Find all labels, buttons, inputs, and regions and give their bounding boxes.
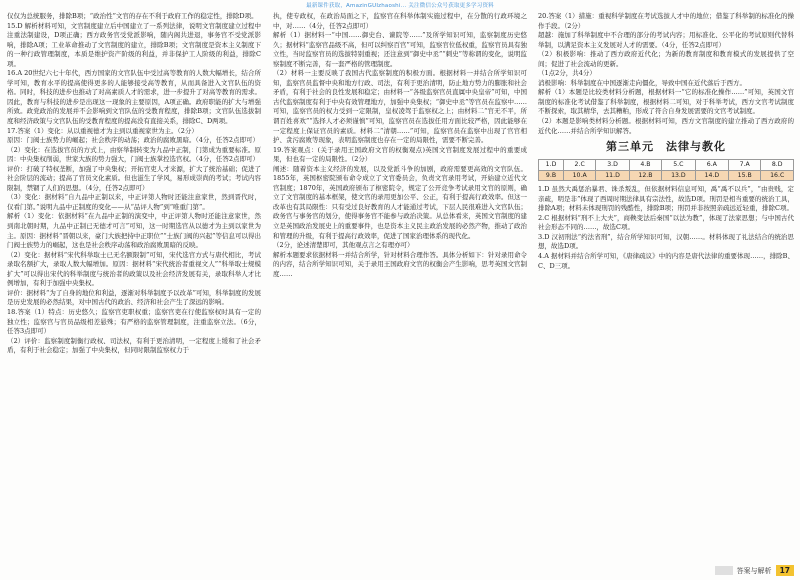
answer-cell: 1.D <box>539 160 564 171</box>
page-footer <box>715 564 794 577</box>
column-right <box>538 12 794 567</box>
answer-cell: 6.A <box>695 160 728 171</box>
paragraph: （1点2分，共4分） <box>538 69 596 78</box>
watermark-text: 最新课件获取，AmazinGUIzhaoshi... 关注微信公众号获取更多学习资料 <box>306 3 494 9</box>
paragraph: 解析（1）据材料一“中国……御史台、谏院等……”及所学知识可知，监察制度历史悠久；据材料“监察官品级不高，但可以纠察百官”可知，监察官位低权重，监察官员具有独立性，当时监察官员的选拔特别重视；还注意到“御史中丞”“刺史”等称谓的变化，说明监察制度不断完善，有一套严格的管理制度。 <box>273 31 527 68</box>
answer-cell: 5.C <box>662 160 695 171</box>
paragraph: 仅仅为总统服务，排除B项；“政治性”文官的存在不利于政府工作的稳定性，排除D项。 <box>7 12 258 20</box>
column-left <box>7 12 261 564</box>
answer-cell: 4.B <box>629 160 661 171</box>
unit-title: 第三单元 法律与教化 <box>606 140 726 154</box>
paragraph: 评价：据材料“为了自身的地位和利益，逐渐对科举制度予以改革”可知，科举制度的发展是历史发展的必然结果，对中国古代的政治、经济和社会产生了深远的影响。 <box>7 288 261 307</box>
table-row <box>539 170 794 181</box>
paragraph: 解析本题要求依据材料一并结合所学，针对材料合理作答。具体分析如下：针对录用命令的内容，结合所学知识可知，关于录用王国政府文官的权衡会产生影响，思考英国文官制度…… <box>273 250 527 278</box>
paragraph: 18.答案（1）特点：历史悠久；监察官吏职权重；监察官吏在行使监察权时具有一定的独立性；监察官与官员品级相差悬殊；有严格的监察管理制度，注重监察立法。（6分，任答3点即可） <box>7 307 261 336</box>
paragraph: 19.答案观点：(关于录用王国政府文官的权衡观点)英国文官制度发展过程中的重要成果，但也有一定的局限性。（2分） <box>273 145 527 164</box>
paragraph: 消极影响：科举制度在中国逐渐走向僵化，导致中国在近代落后于西方。 <box>538 78 746 87</box>
answer-cell: 14.D <box>695 170 728 181</box>
answer-cell: 8.D <box>761 160 794 171</box>
answer-cell: 3.D <box>596 160 629 171</box>
paragraph: 执，使专政权，在政治局面之下，监察官在科举体制实施过程中，在分散的行政环境之中，对……（4分，任答2点即可） <box>273 12 527 30</box>
paragraph: （2）本题是影响类材料分析题。根据材料可知，西方文官制度的建立推动了西方政府的近代化……并结合所学知识解答。 <box>538 117 794 135</box>
footer-section-label: 答案与解析 <box>736 566 772 575</box>
answer-cell: 16.C <box>761 170 794 181</box>
paragraph: 20.答案（1）措施：重视科学制度在考试选拔人才中的地位；借鉴了科举制的标准化的操作手段。（2分） <box>538 12 794 30</box>
paragraph: 原因：门阀士族势力的崛起；社会秩序的动荡；政治的腐败黑暗。（4分，任答2点即可） <box>7 136 260 145</box>
paragraph: （2）变化：在选拔官员的方式上，由察举制转变为九品中正制，门第成为重要标准。原因：中央集权削弱，世家大族的势力强大，门阀士族掌控选官权。（4分，任答2点即可） <box>7 145 261 164</box>
table-row <box>539 160 794 171</box>
paragraph: 15.D 解析材料可知，文官制度建立后中国建立了一系列法律，说明文官制度建立过程中注重法制建设，D项正确；西方政务官受党派影响，随内阁共进退，事务官不受党派影响，排除A项；工业革命推动了文官制度的建立，排除B项；文官制度是资本主义制度下的一种行政管理制度，本质是维护资产阶级的利益，并非保护工人阶级的利益，排除C项。 <box>7 21 261 68</box>
paragraph: （2）积极影响：推动了西方政府近代化；为新的教育制度和教育模式的发展提供了空间；促进了社会流动的更新。 <box>538 50 794 68</box>
paragraph: （2）变化：据材料“宋代科举取士已无名额限制”可知，宋代选官方式与唐代相比，考试录取名额扩大，录取人数大幅增加。原因：据材料“宋代统治者重视文人”“科举取士规模扩大”可以得出宋代的科举制度与统治者的政策以及社会经济发展有关，录取科举人才比例增加，有利于加强中央集权。 <box>7 250 261 288</box>
footer-decoration <box>715 566 733 575</box>
column-middle <box>273 12 527 564</box>
paragraph: （2）评价：监察制度制衡行政权、司法权，有利于更治清明，一定程度上缓和了社会矛盾，有利于社会稳定；加强了中央集权，但同时限制监察权力于 <box>7 336 261 355</box>
answer-table <box>538 159 794 181</box>
paragraph: 3.D 汉初刑法“约法省刑”，结合所学知识可知，汉朝……。材料体现了礼法结合的统治思想，故选D项。 <box>538 232 794 251</box>
paragraph: 超越：施加了科举制度中不合理的部分的考试内容；用标准化、公平化的考试原则代替科举制，以满足资本主义发展对人才的需要。（4分，任答2点即可） <box>538 31 794 49</box>
answer-cell: 12.B <box>629 170 661 181</box>
paragraph: （3）变化：据材料“自九品中正制以来，中正评第人物时还能注意家世，然到晋代时，仅看门第。”说明九品中正制度的变化——从“品评人物”到“唯重门第”。 <box>7 193 261 211</box>
paragraph: 17.答案（1）变化：从以重视德才为主到以重视家世为主。（2分） <box>7 126 198 135</box>
answer-cell: 9.B <box>539 170 564 181</box>
answer-cell: 10.A <box>564 170 596 181</box>
page-number: 17 <box>776 565 794 576</box>
answer-cell: 13.D <box>662 170 695 181</box>
paragraph: 阐述：随着资本主义经济的发展，以及党派斗争的加剧，政府需要更高效的文官队伍。1855年，英国枢密院颁布命令成立了文官委员会，负责文官录用考试，开始建立近代文官制度；1870年，英国政府颁布了枢密院令，规定了公开竞争考试录用文官的原则，确立了文官制度的基本框架，使文官的录用更加公平、公正，有利于提高行政效率。但这一改革也有其局限性：只有受过良好教育的人才能通过考试，下层人民很难进入文官队伍；政务官与事务官的划分，使得事务官不能参与政治决策。从总体看来，英国文官制度的建立是英国政治发展史上的重要事件，也是资本主义民主政治发展的必然产物，推动了政治和管理的升级，有利于提高行政效率，促进了国家治理体系的现代化。 <box>273 164 527 240</box>
paragraph: 16.A 20世纪六七十年代，西方国家的文官队伍中受过高等教育的人数大幅增长，结合所学可知，教育水平的提高使得更多的人能够接受高等教育，从而具备进入文官队伍的资格。同时，科技的进步也推动了对高素质人才的需求，进一步提升了对高等教育的需求。因此，教育与科技的进步是出现这一现象的主要原因，A项正确。政府职能的扩大与增强所致。政党政治的发展并不会影响到文官队伍的受教育程度，排除B项；文官队伍选拔制度和经济政策与文官队伍的受教育程度的提高没有直接关系，排除C、D两项。 <box>7 69 261 126</box>
paragraph: 解析（1）变化：依据材料“在九品中正制的演变中，中正评第人物时还能注意家世，然到南北朝时期，九品中正制已无德才可言”可知，这一时期选官从以德才为主到以家世为主。原因：据材料“晋朝以来，豪门大族把持中正职位”“士族门阀的兴起”等信息可以得出门阀士族势力的崛起，这也是社会秩序动荡和政治腐败黑暗的反映。 <box>7 212 261 250</box>
paragraph: 评价：打破了特权垄断，加强了中央集权；开拓官吏人才来源，扩大了统治基础；促进了社会阶层的流动；提高了官员文化素质。但也滋生了学风，易形成崇尚的考试；考试内容限制，禁锢了人们的思想。（4分，任答2点即可） <box>7 164 261 192</box>
paragraph: 解析（1）本题是比较类材料分析题，根据材料一“它的标准化操作……”可知，英国文官制度的标准化考试借鉴了科举制度，根据材料二可知，对于科举考试，西方文官考试制度不断探索，取其精华，去其糟粕，形成了符合自身发展需要的文官考试制度。 <box>538 88 794 116</box>
paragraph: 2.C 根据材料“刑不上大夫”，商鞅变法后秦国“以法为教”，体现了法家思想；与中国古代社会形态不同的……，故选C项。 <box>538 213 794 232</box>
answer-cell: 15.B <box>729 170 761 181</box>
paragraph: 4.A 据材料并结合所学可知，《唐律疏议》中的内容是唐代法律的重要体现……，排除B、C、D三项。 <box>538 252 794 270</box>
paragraph: （2）材料一主要反映了我国古代监察制度的积极方面。根据材料一并结合所学知识可知，监察官员监督中央和地方行政、司法，有利于更治清明，防止地方势力的膨胀和社会矛盾，有利于社会的良性发展和稳定；由材料一“各级监察官员直属中央皇帝”可知，中国古代监察制度有利于中央有效管理地方，加强中央集权；“御史中丞”等官员在监察中……可知，监察官员的权力受到一定限制，皇权凌驾于监察权之上；由材料二“官无不平，所谓百姓喜欢”“选择人才必须谨慎”可知，监察官员在选拔任用方面比较严格，因此能够在一定程度上保证官员的素质。材料二“清朝……”可知，监察官员在监察中出现了官官相护、贪污腐败等现象，表明监察制度也存在一定的局限性，需要不断完善。 <box>273 69 527 145</box>
answer-cell: 7.A <box>729 160 761 171</box>
answer-cell: 2.C <box>564 160 596 171</box>
paragraph: （2分，论述清楚即可，其他观点言之有理亦可） <box>273 241 414 250</box>
paragraph: 1.D 虽然大禹惩治暴君、诛杀叛乱，但依据材料信息可知，禹“禹不以兵”，“由贵贱，定亲疏，明是非”体现了西周时期法律具有宗法性，故选D项。刑罚是相当重要的统治工具，排除A项；材料未体现刑罚的残酷性，排除B项；刑罚并非按照亲疏远近轻重，排除C项。 <box>538 185 794 213</box>
answer-cell: 11.D <box>596 170 629 181</box>
